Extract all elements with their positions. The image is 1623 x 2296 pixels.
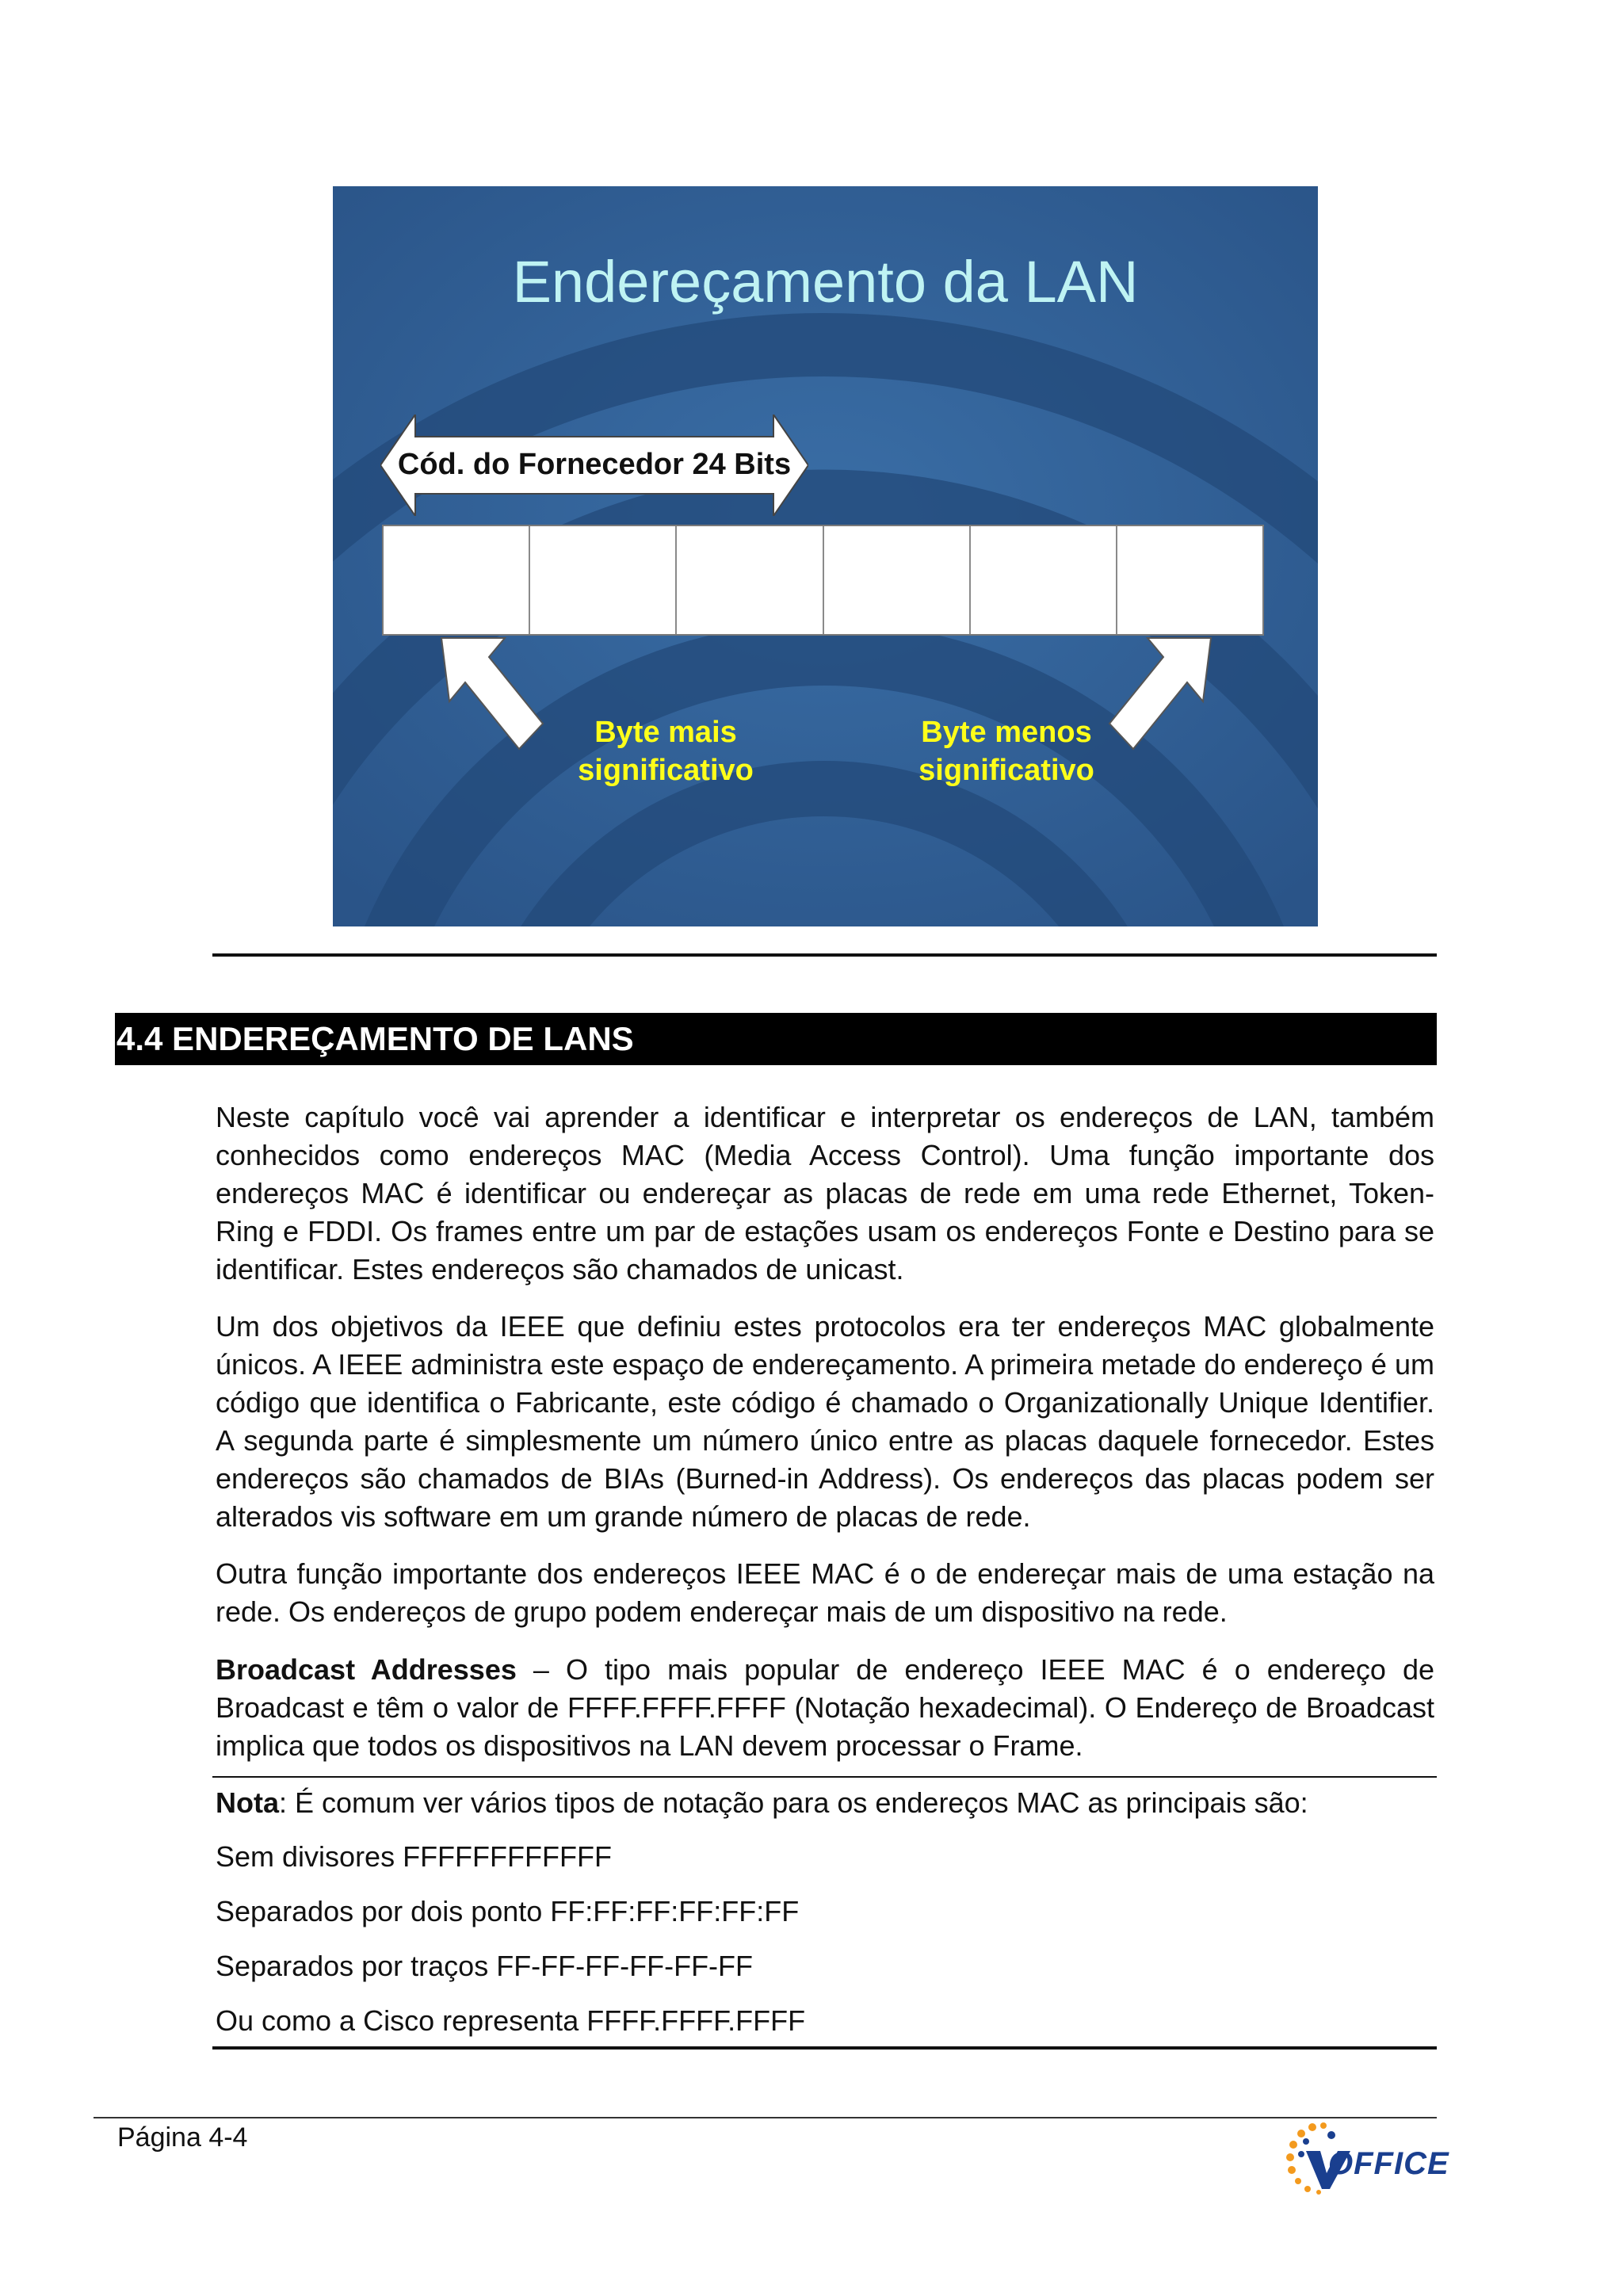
msb-arrow-icon bbox=[432, 630, 551, 765]
paragraph-2: Um dos objetivos da IEEE que definiu estes protocolos era ter endereços MAC globalmente únicos. A IEEE administra este espaço de endereçamento. A primeira metade do endereço é um código que identifica o Fabricante, este código é chamado o Organizationally Unique Identifier. A segunda parte é simplesmente um número único entre as placas daquele fornecedor. Estes endereços são chamados de BIAs (Burned-in Address). Os endereços das placas podem ser alterados vis software em um grande número de placas de rede. bbox=[216, 1310, 1434, 1533]
byte-cell bbox=[384, 526, 530, 634]
vendor-code-label: Cód. do Fornecedor 24 Bits bbox=[397, 448, 792, 481]
section-heading: 4.4 ENDEREÇAMENTO DE LANS bbox=[115, 1013, 1437, 1065]
notation-cisco: Ou como a Cisco representa FFFF.FFFF.FFFF bbox=[216, 2004, 806, 2037]
byte-cell bbox=[971, 526, 1117, 634]
note-label: Nota bbox=[216, 1786, 279, 1819]
note-top-rule bbox=[212, 1776, 1437, 1778]
lsb-caption bbox=[888, 713, 1125, 789]
lsb-caption-line: significativo bbox=[918, 754, 1094, 787]
byte-cell bbox=[1117, 526, 1262, 634]
msb-caption bbox=[547, 713, 785, 789]
slide-title: Endereçamento da LAN bbox=[512, 249, 1139, 315]
slide-figure bbox=[333, 186, 1318, 926]
msb-caption-line: significativo bbox=[578, 754, 754, 787]
note-bottom-rule bbox=[212, 2046, 1437, 2050]
page-number: Página 4-4 bbox=[117, 2122, 248, 2153]
lsb-caption-line: Byte menos bbox=[921, 716, 1092, 749]
byte-cell bbox=[530, 526, 677, 634]
paragraph-4 bbox=[216, 1651, 1434, 1765]
notation-no-divider: Sem divisores FFFFFFFFFFFF bbox=[216, 1840, 612, 1873]
footer-rule bbox=[94, 2117, 1437, 2118]
note-intro bbox=[216, 1784, 1308, 1822]
broadcast-text: – O tipo mais popular de endereço IEEE MAC é o endereço de Broadcast e têm o valor de FFFF.FFFF.FFFF (Notação hexadecimal). O Endereço de Broadcast implica que todos os dispositivos na LAN devem processar o Frame. bbox=[216, 1653, 1435, 1762]
notation-dash: Separados por traços FF-FF-FF-FF-FF-FF bbox=[216, 1950, 754, 1982]
figure-divider bbox=[212, 953, 1437, 957]
notation-colon: Separados por dois ponto FF:FF:FF:FF:FF:FF bbox=[216, 1895, 800, 1927]
byte-cell bbox=[677, 526, 823, 634]
logo-text: OFFICE bbox=[1328, 2146, 1449, 2181]
mac-address-bytes bbox=[382, 525, 1264, 636]
broadcast-term: Broadcast Addresses bbox=[216, 1653, 517, 1686]
byte-cell bbox=[824, 526, 971, 634]
paragraph-1: Neste capítulo você vai aprender a identificar e interpretar os endereços de LAN, também conhecidos como endereços MAC (Media Access Control). Uma função importante dos endereços MAC é identificar ou endereçar as placas de rede em uma rede Ethernet, Token-Ring e FDDI. Os frames entre um par de estações usam os endereços Fonte e Destino para se identificar. Estes endereços são chamados de unicast. bbox=[216, 1101, 1434, 1286]
note-text: : É comum ver vários tipos de notação para os endereços MAC as principais são: bbox=[279, 1786, 1308, 1819]
msb-caption-line: Byte mais bbox=[594, 716, 737, 749]
paragraph-3: Outra função importante dos endereços IEEE MAC é o de endereçar mais de uma estação na rede. Os endereços de grupo podem endereçar mais de um dispositivo na rede. bbox=[216, 1557, 1434, 1628]
voffice-logo bbox=[1274, 2116, 1449, 2203]
